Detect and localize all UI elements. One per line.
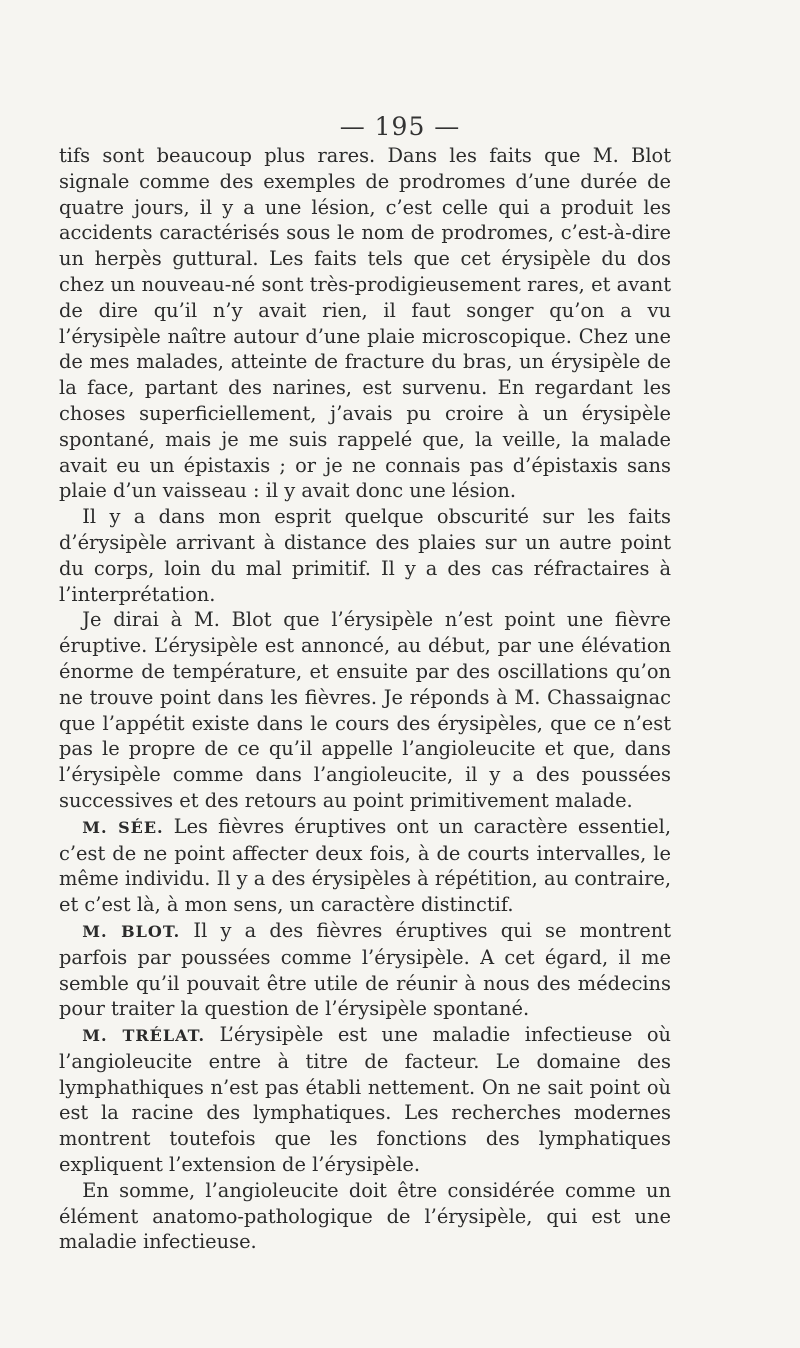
paragraph-3: [59, 607, 671, 813]
speaker-name: M. SÉE.: [82, 817, 164, 837]
paragraph-5: [59, 918, 671, 1022]
paragraph-text: Il y a dans mon esprit quelque obscurité sur les faits d’érysipèle arrivant à distance des plaies sur un autre point du corps, loin du mal primitif. Il y a des cas réfractaires à l’interprétation.: [59, 505, 671, 606]
page-body: [59, 143, 671, 1255]
paragraph-text: Je dirai à M. Blot que l’érysipèle n’est point une fièvre éruptive. L’érysipèle est annoncé, au début, par une élévation énorme de température, et ensuite par des oscillations qu’on ne trouve point dans les fièvres. Je réponds à M. Chassaignac que l’appétit existe dans le cours des érysipèles, que ce n’est pas le propre de ce qu’il appelle l’angioleucite et que, dans l’érysipèle comme dans l’angioleucite, il y a des poussées successives et des retours au point primitivement malade.: [59, 608, 671, 812]
paragraph-text: tifs sont beaucoup plus rares. Dans les faits que M. Blot signale comme des exemples de prodromes d’une durée de quatre jours, il y a une lésion, c’est celle qui a produit les accidents caractérisés sous le nom de prodromes, c’est-à-dire un herpès guttural. Les faits tels que cet érysipèle du dos chez un nouveau-né sont très-prodigieusement rares, et avant de dire qu’il n’y avait rien, il faut songer qu’on a vu l’érysipèle naître autour d’une plaie microscopique. Chez une de mes malades, atteinte de fracture du bras, un érysipèle de la face, partant des narines, est survenu. En regardant les choses superficiellement, j’avais pu croire à un érysipèle spontané, mais je me suis rappelé que, la veille, la malade avait eu un épistaxis ; or je ne connais pas d’épistaxis sans plaie d’un vaisseau : il y avait donc une lésion.: [59, 144, 671, 503]
paragraph-2: [59, 504, 671, 607]
speaker-name: M. BLOT.: [82, 921, 181, 941]
page-number-header: — 195 —: [339, 112, 461, 141]
paragraph-text: L’érysipèle est une maladie infectieuse où l’angioleucite entre à titre de facteur. Le domaine des lymphathiques n’est pas établi nettement. On ne sait point où est la racine des lymphatiques. Les recherches modernes montrent toutefois que les fonctions des lymphatiques expliquent l’extension de l’érysipèle.: [59, 1023, 671, 1177]
paragraph-text: Les fièvres éruptives ont un caractère essentiel, c’est de ne point affecter deux fois, à de courts intervalles, le même individu. Il y a des érysipèles à répétition, au contraire, et c’est là, à mon sens, un caractère distinctif.: [59, 814, 671, 917]
paragraph-text: Il y a des fièvres éruptives qui se montrent parfois par poussées comme l’érysipèle. A cet égard, il me semble qu’il pouvait être utile de réunir à nous des médecins pour traiter la question de l’érysipèle spontané.: [59, 918, 671, 1021]
paragraph-text: En somme, l’angioleucite doit être considérée comme un élément anatomo-pathologique de l’érysipèle, qui est une maladie infectieuse.: [59, 1178, 671, 1254]
paragraph-7: [59, 1178, 671, 1255]
paragraph-6: [59, 1022, 671, 1178]
speaker-name: M. TRÉLAT.: [82, 1026, 206, 1046]
paragraph-1: [59, 143, 671, 504]
paragraph-4: [59, 814, 671, 918]
